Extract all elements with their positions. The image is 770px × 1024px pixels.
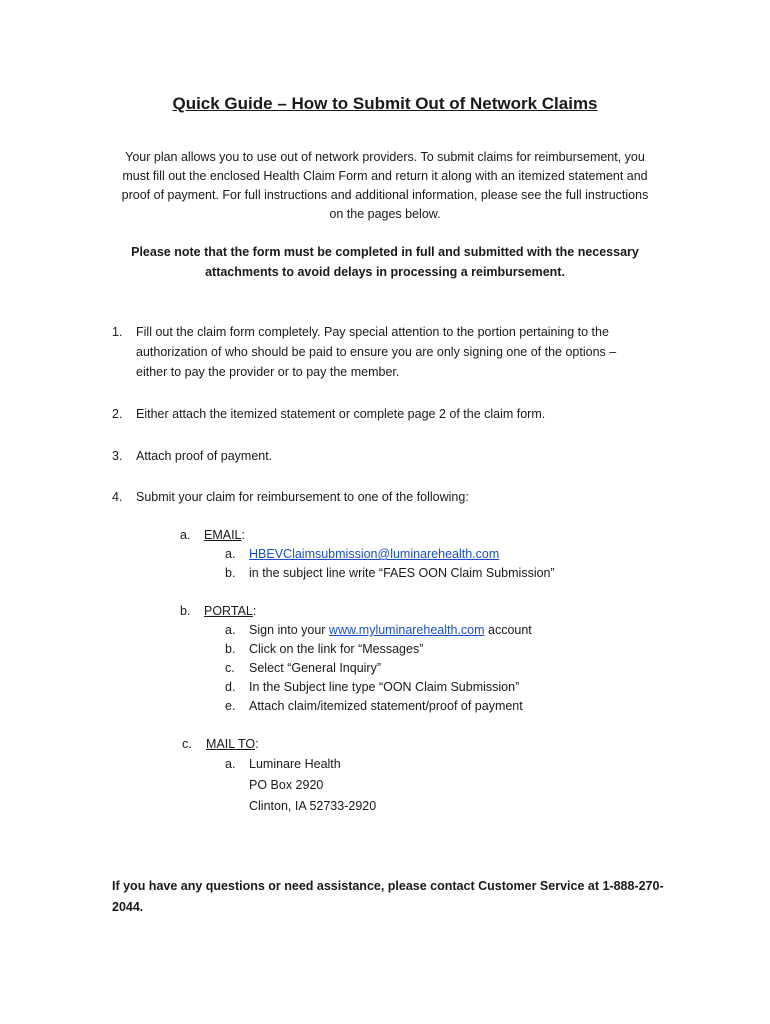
heading-colon: :: [255, 737, 259, 751]
portal-item-subject: [225, 678, 519, 697]
intro-line: proof of payment. For full instructions and additional information, please see the full instructions: [121, 188, 649, 202]
step-text: Either attach the itemized statement or complete page 2 of the claim form.: [136, 407, 546, 421]
item-label: d.: [225, 680, 236, 694]
footer-line: If you have any questions or need assistance, please contact Customer Service at 1-888-270-: [112, 879, 664, 893]
intro-line: Your plan allows you to use out of network providers. To submit claims for reimbursement, you: [125, 150, 645, 164]
intro-line: on the pages below.: [329, 207, 441, 221]
claims-email-link[interactable]: HBEVClaimsubmission@luminarehealth.com: [249, 547, 500, 561]
mail-recipient: Luminare Health: [249, 757, 341, 771]
option-label: b.: [180, 604, 191, 618]
step-text: Submit your claim for reimbursement to one of the following:: [136, 490, 469, 504]
footer-line: 2044.: [112, 900, 144, 914]
mail-item-address: [225, 755, 341, 774]
step-number: 4.: [112, 490, 123, 504]
item-label: c.: [225, 661, 235, 675]
item-label: a.: [225, 623, 236, 637]
item-text: Attach claim/itemized statement/proof of payment: [249, 699, 523, 713]
step-number: 2.: [112, 407, 123, 421]
step-2: [112, 404, 682, 424]
intro-line: must fill out the enclosed Health Claim Form and return it along with an itemized statement and: [122, 169, 648, 183]
heading-colon: :: [241, 528, 245, 542]
portal-item-messages: [225, 640, 423, 659]
important-note: [85, 242, 685, 282]
note-line: Please note that the form must be completed in full and submitted with the necessary: [131, 245, 639, 259]
portal-item-inquiry: [225, 659, 381, 678]
item-label: a.: [225, 547, 236, 561]
step-text: authorization of who should be paid to ensure you are only signing one of the options –: [136, 345, 617, 359]
item-text: Click on the link for “Messages”: [249, 642, 424, 656]
portal-item-attach: [225, 697, 523, 716]
heading-colon: :: [252, 604, 257, 618]
step-4: [112, 487, 682, 507]
portal-option: [180, 602, 256, 621]
portal-heading: PORTAL: [204, 604, 253, 618]
item-text: Sign into your: [249, 623, 329, 637]
email-option: [180, 526, 245, 545]
item-label: e.: [225, 699, 236, 713]
step-1: [112, 322, 682, 382]
item-text: account: [484, 623, 532, 637]
portal-website-link[interactable]: www.myluminarehealth.com: [328, 623, 485, 637]
item-label: b.: [225, 642, 236, 656]
step-text: Fill out the claim form completely. Pay special attention to the portion pertaining to the: [136, 325, 609, 339]
email-item-subject: [225, 564, 555, 583]
mail-po-box: PO Box 2920: [249, 778, 324, 792]
step-number: 3.: [112, 449, 123, 463]
item-label: a.: [225, 757, 236, 771]
contact-footer: [112, 876, 692, 918]
item-text: In the Subject line type “OON Claim Submission”: [249, 680, 520, 694]
mail-city-zip: Clinton, IA 52733-2920: [249, 799, 377, 813]
step-text: Attach proof of payment.: [136, 449, 273, 463]
mail-heading: MAIL TO: [206, 737, 256, 751]
email-item-address[interactable]: [225, 545, 499, 564]
email-heading: EMAIL: [204, 528, 242, 542]
step-3: [112, 446, 682, 466]
item-text: Select “General Inquiry”: [249, 661, 382, 675]
portal-item-signin: [225, 621, 532, 640]
option-label: c.: [182, 737, 192, 751]
step-text: either to pay the provider or to pay the member.: [136, 365, 400, 379]
item-label: b.: [225, 566, 236, 580]
mail-option: [182, 735, 259, 754]
step-number: 1.: [112, 325, 123, 339]
note-line: attachments to avoid delays in processing a reimbursement.: [205, 265, 565, 279]
item-text: in the subject line write “FAES OON Claim Submission”: [249, 566, 555, 580]
page-title: Quick Guide – How to Submit Out of Network Claims: [172, 94, 598, 113]
intro-paragraph: [85, 148, 685, 224]
option-label: a.: [180, 528, 191, 542]
